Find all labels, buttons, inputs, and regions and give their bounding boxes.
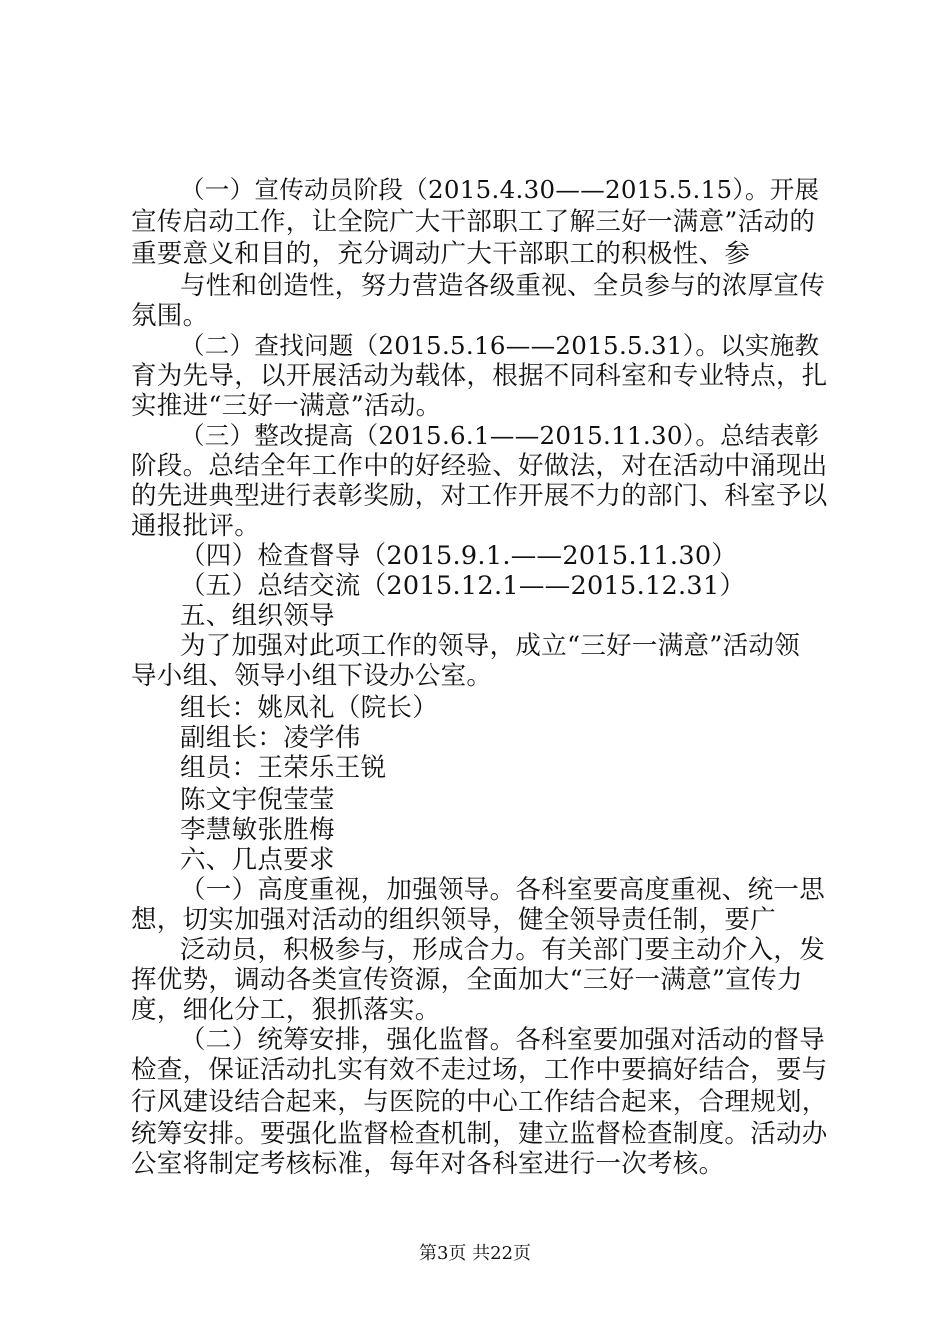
text-line: （五）总结交流（2015.12.1——2015.12.31）: [180, 571, 746, 601]
text-line: 李慧敏张胜梅: [180, 815, 335, 845]
text-line: 度，细化分工，狠抓落实。: [131, 995, 441, 1025]
text-line: 挥优势，调动各类宣传资源，全面加大“三好一满意”宣传力: [131, 965, 803, 995]
page-number-footer: 第3页 共22页: [418, 1243, 532, 1264]
text-line: （二）查找问题（2015.5.16——2015.5.31）。以实施教: [180, 331, 820, 360]
text-line: 泛动员，积极参与，形成合力。有关部门要主动介入，发: [180, 935, 826, 965]
text-line: 育为先导，以开展活动为载体，根据不同科室和专业特点，扎: [131, 361, 828, 391]
text-line: 的先进典型进行表彰奖励，对工作开展不力的部门、科室予以: [131, 481, 828, 511]
text-line: 组员：王荣乐王锐: [180, 753, 387, 783]
text-line: 检查，保证活动扎实有效不走过场，工作中要搞好结合，要与: [131, 1055, 828, 1085]
text-line: （四）检查督导（2015.9.1.——2015.11.30）: [180, 541, 738, 571]
text-line: 统筹安排。要强化监督检查机制，建立监督检查制度。活动办: [131, 1119, 828, 1149]
text-line: （一）宣传动员阶段（2015.4.30——2015.5.15）。开展: [180, 175, 820, 204]
text-line: 实推进“三好一满意”活动。: [131, 391, 442, 421]
text-line: 想，切实加强对活动的组织领导，健全领导责任制，要广: [131, 905, 777, 935]
text-line: 阶段。总结全年工作中的好经验、好做法，对在活动中涌现出: [131, 451, 828, 481]
text-line: 为了加强对此项工作的领导，成立“三好一满意”活动领: [180, 631, 801, 661]
text-line: 导小组、领导小组下设办公室。: [131, 661, 493, 691]
text-line: 重要意义和目的，充分调动广大干部职工的积极性、参: [131, 239, 751, 269]
text-line: 行风建设结合起来，与医院的中心工作结合起来，合理规划，: [131, 1087, 828, 1117]
text-line: 组长：姚凤礼（院长）: [180, 693, 439, 723]
text-line: （二）统筹安排，强化监督。各科室要加强对活动的督导: [180, 1025, 826, 1055]
text-line: 与性和创造性，努力营造各级重视、全员参与的浓厚宣传: [180, 271, 826, 301]
text-line: 副组长：凌学伟: [180, 723, 361, 753]
text-line: 公室将制定考核标准，每年对各科室进行一次考核。: [131, 1149, 725, 1179]
text-line: 陈文宇倪莹莹: [180, 785, 335, 815]
text-line: 宣传启动工作，让全院广大干部职工了解三好一满意”活动的: [131, 207, 816, 237]
text-line: 氛围。: [131, 301, 209, 331]
section-heading: 五、组织领导: [180, 601, 335, 631]
text-line: （三）整改提高（2015.6.1——2015.11.30）。总结表彰: [180, 421, 820, 450]
section-heading: 六、几点要求: [180, 845, 335, 875]
text-line: （一）高度重视，加强领导。各科室要高度重视、统一思: [180, 875, 826, 905]
text-line: 通报批评。: [131, 511, 261, 541]
